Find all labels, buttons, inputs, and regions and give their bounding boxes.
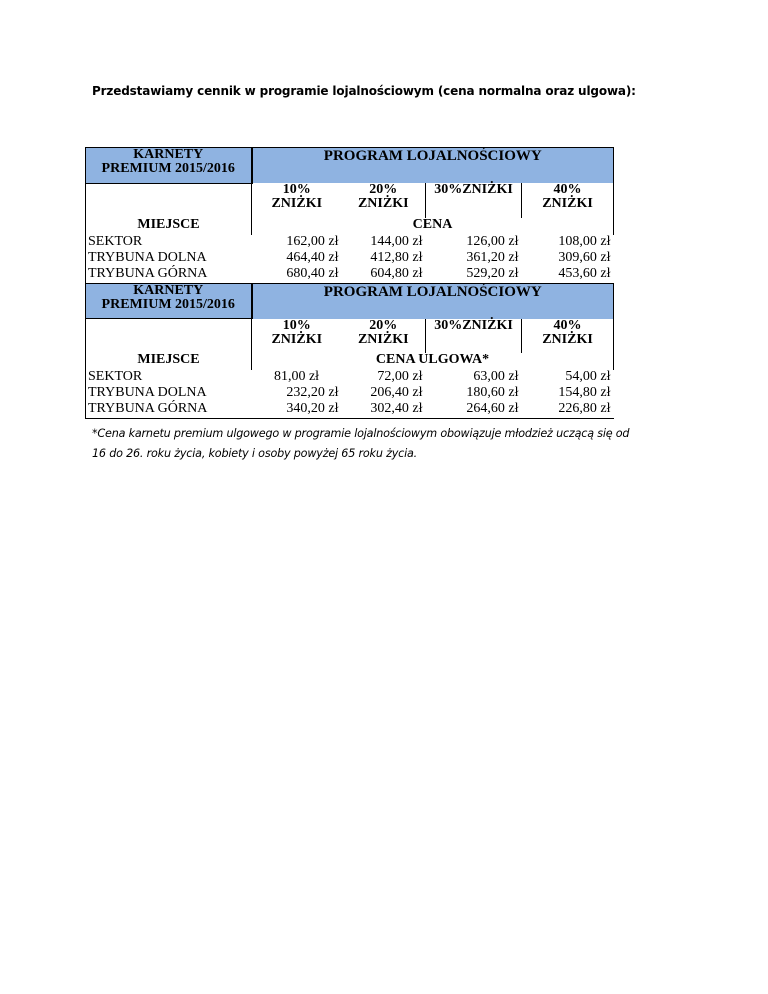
price-cell: 154,80 zł [558,385,611,400]
price-cell: 206,40 zł [370,385,423,400]
karnety-label: KARNETY [133,282,204,298]
season-label: PREMIUM 2015/2016 [101,296,235,312]
row-name: TRYBUNA DOLNA [86,386,252,402]
discount-30: 30%ZNIŻKI [426,319,522,354]
price-cell: 144,00 zł [370,233,423,249]
footnote-line-1: *Cena karnetu premium ulgowego w programie lojalnościowym obowiązuje młodzież uczącą się od [92,427,630,440]
price-cell: 232,20 zł [286,385,339,400]
price-label: CENA ULGOWA* [252,353,614,370]
row-name: TRYBUNA DOLNA [86,251,252,267]
price-cell: 309,60 zł [558,249,611,265]
price-cell: 680,40 zł [286,265,339,281]
karnety-label: KARNETY [133,147,204,162]
price-cell: 361,20 zł [466,249,519,265]
discount-10: 10% ZNIŻKI [271,317,323,347]
karnety-header [86,148,252,184]
miejsce-label: MIEJSCE [86,353,252,370]
section-header-reduced [86,283,614,319]
price-cell: 126,00 zł [466,233,519,249]
price-cell: 72,00 zł [377,369,423,384]
program-header: PROGRAM LOJALNOŚCIOWY [252,148,614,184]
discount-row [86,183,614,218]
price-cell: 81,00 zł [273,369,320,384]
price-cell: 108,00 zł [558,233,611,249]
discount-20: 20% ZNIŻKI [342,183,426,218]
table-row [86,386,614,402]
discount-row [86,319,614,354]
price-label: CENA [252,218,614,235]
table-row [86,235,614,251]
price-table [85,147,614,419]
price-cell: 302,40 zł [342,402,426,419]
blank-cell [86,319,252,354]
price-cell: 464,40 zł [286,249,339,265]
price-cell: 340,20 zł [252,402,342,419]
miejsce-label: MIEJSCE [86,218,252,235]
price-cell: 529,20 zł [466,265,519,281]
blank-cell [86,183,252,218]
season-label: PREMIUM 2015/2016 [101,161,235,176]
table-row [86,251,614,267]
price-cell: 162,00 zł [286,233,339,249]
label-row [86,353,614,370]
section-header-normal [86,148,614,184]
price-cell: 604,80 zł [370,265,423,281]
table-row [86,267,614,284]
label-row [86,218,614,235]
price-cell: 54,00 zł [565,369,611,384]
price-cell: 63,00 zł [473,369,519,384]
table-row [86,370,614,386]
row-name: SEKTOR [86,235,252,251]
discount-40: 40% ZNIŻKI [522,319,614,354]
price-cell: 412,80 zł [370,249,423,265]
program-header: PROGRAM LOJALNOŚCIOWY [252,283,614,319]
price-cell: 226,80 zł [522,402,614,419]
footnote-line-2: 16 do 26. roku życia, kobiety i osoby powyżej 65 roku życia. [92,447,418,460]
price-cell: 264,60 zł [426,402,522,419]
row-name: TRYBUNA GÓRNA [86,402,252,419]
price-cell: 180,60 zł [466,385,519,400]
karnety-header [86,283,252,319]
intro-text: Przedstawiamy cennik w programie lojalnościowym (cena normalna oraz ulgowa): [92,84,636,98]
table-row [86,402,614,419]
row-name: SEKTOR [86,370,252,386]
discount-10: 10% ZNIŻKI [271,182,323,211]
discount-40: 40% ZNIŻKI [522,183,614,218]
row-name: TRYBUNA GÓRNA [86,267,252,284]
footnote [92,424,682,464]
price-cell: 453,60 zł [558,265,611,281]
discount-20: 20% ZNIŻKI [342,319,426,354]
discount-30: 30%ZNIŻKI [426,183,522,218]
